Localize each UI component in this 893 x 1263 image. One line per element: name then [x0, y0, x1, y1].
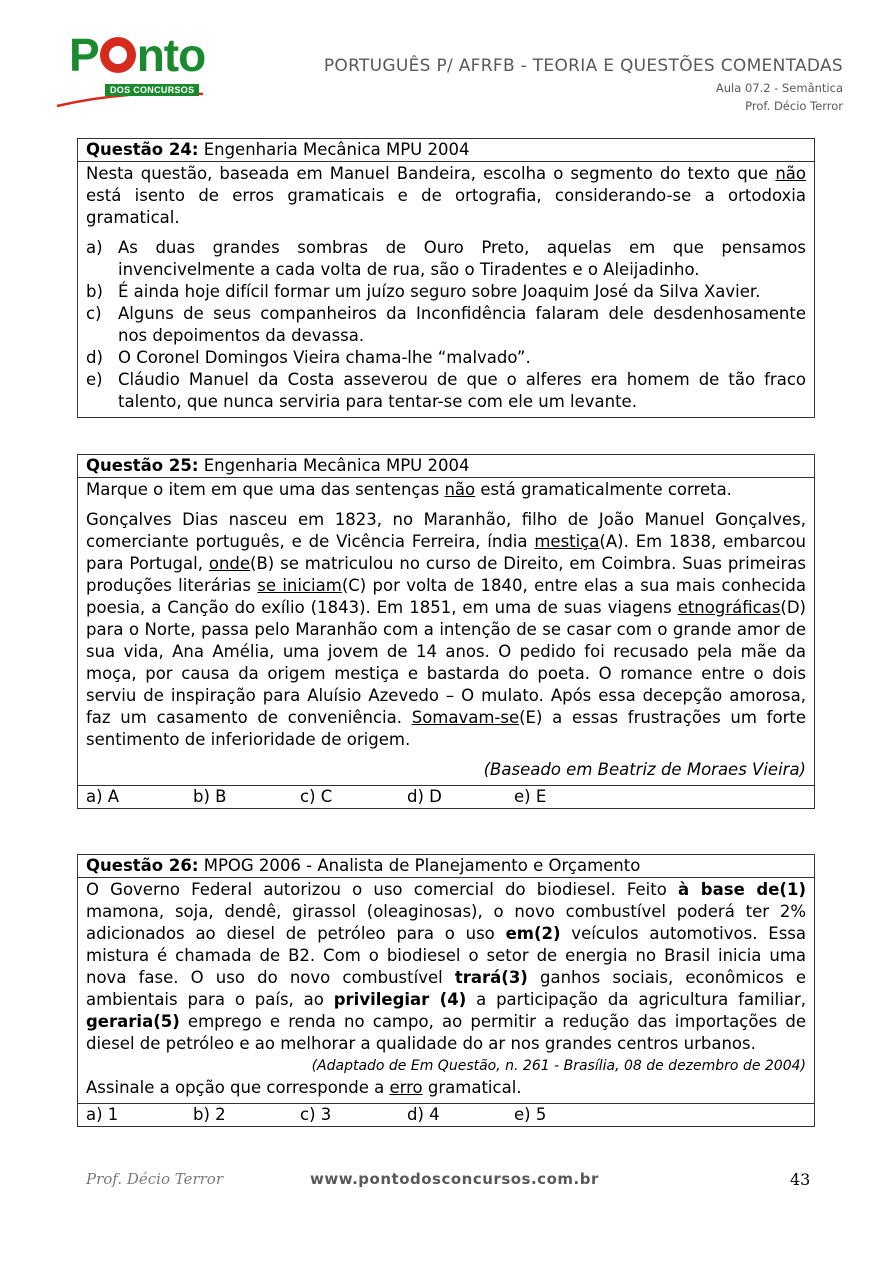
logo-subtitle: DOS CONCURSOS — [105, 84, 199, 96]
question-26-header — [78, 855, 814, 878]
answer-1: a) 1 — [86, 1105, 119, 1124]
question-26-prompt: Assinale a opção que corresponde a erro gramatical. — [86, 1078, 522, 1097]
question-25-box — [77, 454, 815, 809]
question-25-label: Questão 25: — [86, 456, 199, 475]
question-26-source: MPOG 2006 - Analista de Planejamento e Orçamento — [203, 856, 641, 875]
answer-d: d) D — [407, 787, 442, 806]
question-25-answers — [78, 785, 814, 808]
question-24-box — [77, 138, 815, 418]
answer-3: c) 3 — [300, 1105, 332, 1124]
question-26-citation: (Adaptado de Em Questão, n. 261 - Brasília, 08 de dezembro de 2004) — [311, 1058, 806, 1074]
answer-5: e) 5 — [514, 1105, 547, 1124]
footer-url[interactable]: www.pontodosconcursos.com.br — [310, 1170, 599, 1188]
answer-b: b) B — [193, 787, 227, 806]
answer-c: c) C — [300, 787, 333, 806]
option-c: c) Alguns de seus companheiros da Inconfidência falaram dele desdenhosamente nos depoimentos da devassa. — [86, 304, 806, 345]
question-25-statement: Marque o item em que uma das sentenças não está gramaticalmente correta. — [86, 480, 732, 499]
logo-target-icon — [100, 37, 136, 73]
answer-2: b) 2 — [193, 1105, 226, 1124]
question-24-header — [78, 139, 814, 162]
question-26-box — [77, 854, 815, 1127]
page-number: 43 — [790, 1170, 811, 1189]
question-24-source: Engenharia Mecânica MPU 2004 — [203, 140, 470, 159]
question-25-citation: (Baseado em Beatriz de Moraes Vieira) — [483, 760, 806, 779]
question-26-label: Questão 26: — [86, 856, 199, 875]
question-24-label: Questão 24: — [86, 140, 199, 159]
option-d: d) O Coronel Domingos Vieira chama-lhe “malvado”. — [86, 348, 531, 367]
question-24-statement: Nesta questão, baseada em Manuel Bandeira, escolha o segmento do texto que não está isento de erros gramaticais e de ortografia, considerando-se a ortodoxia gramatical. — [86, 164, 806, 227]
footer-professor: Prof. Décio Terror — [86, 1170, 224, 1188]
answer-4: d) 4 — [407, 1105, 440, 1124]
professor-label: Prof. Décio Terror — [745, 99, 843, 113]
question-26-answers — [78, 1103, 814, 1126]
answer-e: e) E — [514, 787, 547, 806]
question-25-source: Engenharia Mecânica MPU 2004 — [203, 456, 470, 475]
answer-a: a) A — [86, 787, 120, 806]
option-a: a) As duas grandes sombras de Ouro Preto, aquelas em que pensamos invencivelmente a cada volta de rua, são o Tiradentes e o Aleijadinho. — [86, 238, 806, 279]
question-26-passage: O Governo Federal autorizou o uso comercial do biodiesel. Feito à base de(1) mamona, soja, dendê, girassol (oleaginosas), o novo combustível poderá ter 2% adicionados ao diesel de petróleo para o uso em(2) veículos automotivos. Essa mistura é chamada de B2. Com o biodiesel o setor de energia no Brasil inicia uma nova fase. O uso do novo combustível trará(3) ganhos sociais, econômicos e ambientais para o país, ao privilegiar (4) a participação da agricultura familiar, geraria(5) emprego e renda no campo, ao permitir a redução das importações de diesel de petróleo e ao melhorar a qualidade do ar nos grandes centros urbanos. — [86, 880, 806, 1053]
question-25-header — [78, 455, 814, 478]
option-b: b) É ainda hoje difícil formar um juízo seguro sobre Joaquim José da Silva Xavier. — [86, 282, 761, 301]
option-e: e) Cláudio Manuel da Costa asseverou de que o alferes era homem de tão fraco talento, que nunca serviria para tentar-se com ele um levante. — [86, 370, 806, 411]
course-title: PORTUGUÊS P/ AFRFB - TEORIA E QUESTÕES COMENTADAS — [323, 56, 843, 76]
question-25-passage: Gonçalves Dias nasceu em 1823, no Maranhão, filho de João Manuel Gonçalves, comerciante português, e de Vicência Ferreira, índia mestiça(A). Em 1838, embarcou para Portugal, onde(B) se matriculou no curso de Direito, em Coimbra. Suas primeiras produções literárias se iniciam(C) por volta de 1840, entre elas a sua mais conhecida poesia, a Canção do exílio (1843). Em 1851, em uma de suas viagens etnográficas(D) para o Norte, passa pelo Maranhão com a intenção de se casar com o grande amor de sua vida, Ana Amélia, uma jovem de 14 anos. O pedido foi recusado pela mãe da moça, por causa da origem mestiça e bastarda do poeta. O romance entre o dois serviu de inspiração para Aluísio Azevedo – O mulato. Após essa decepção amorosa, faz um casamento de conveniência. Somavam-se(E) a essas frustrações um forte sentimento de inferioridade de origem. — [86, 510, 806, 749]
logo-wordmark: P nto — [69, 29, 206, 81]
logo — [55, 29, 215, 104]
lesson-label: Aula 07.2 - Semântica — [715, 81, 843, 95]
